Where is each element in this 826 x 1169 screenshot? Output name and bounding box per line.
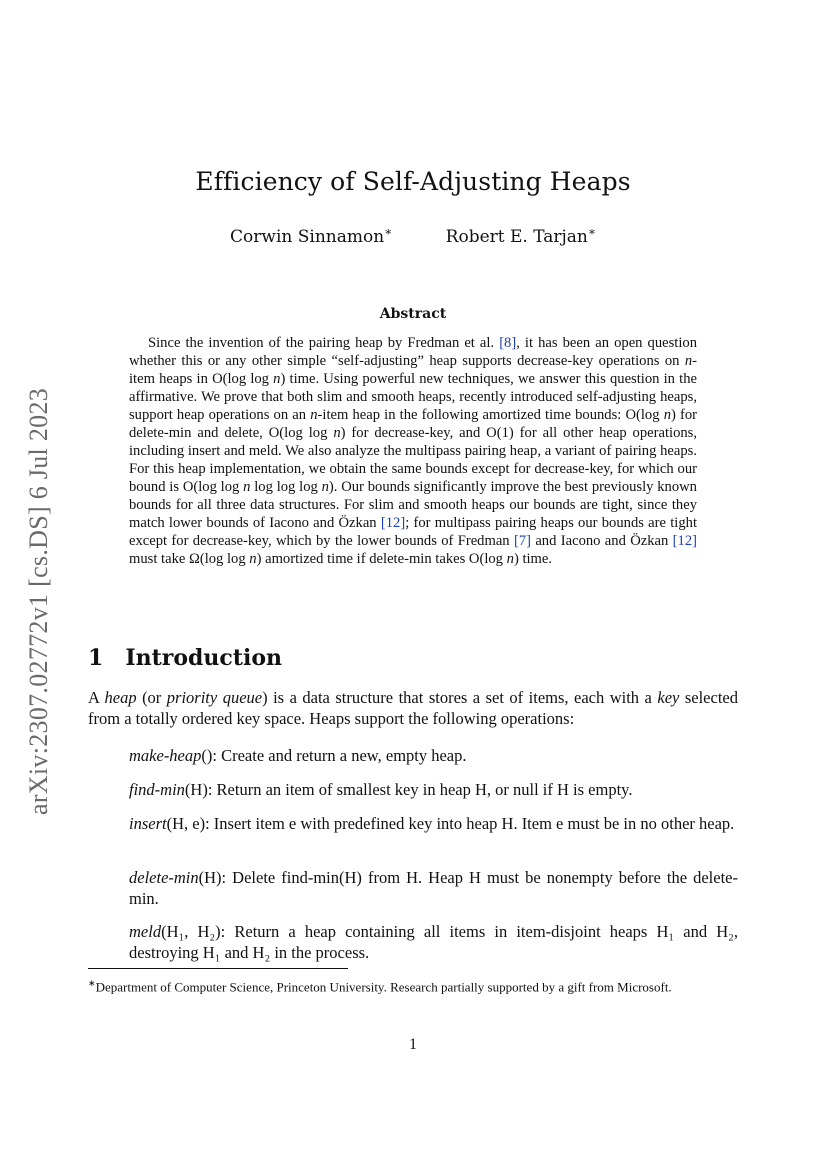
section-heading: 1 Introduction	[88, 645, 282, 671]
author-name: Corwin Sinnamon∗	[230, 224, 393, 247]
abstract-body: Since the invention of the pairing heap by Fredman et al. [8], it has been an open question whether this or any other simple “self-adjusting” heap supports decrease-key operations on n-item heaps in O(log log n) time. Using powerful new techniques, we answer this question in the affirmative. We prove that both slim and smooth heaps, recently introduced self-adjusting heaps, support heap operations on an n-item heap in the following amortized time bounds: O(log n) for delete-min and delete, O(log log n) for decrease-key, and O(1) for all other heap operations, including insert and meld. We also analyze the multipass pairing heap, a variant of pairing heaps. For this heap implementation, we obtain the same bounds except for decrease-key, for which our bound is O(log log n log log log n). Our bounds significantly improve the best previously known bounds for all three data structures. For slim and smooth heaps our bounds are tight, since they match lower bounds of Iacono and Özkan [12]; for multipass pairing heaps our bounds are tight except for decrease-key, which by the lower bounds of Fredman [7] and Iacono and Özkan [12] must take Ω(log log n) amortized time if delete-min takes O(log n) time.	[129, 335, 698, 567]
abstract-heading: Abstract	[379, 306, 447, 322]
paper-title: Efficiency of Self-Adjusting Heaps	[195, 167, 631, 196]
intro-paragraph: A heap (or priority queue) is a data structure that stores a set of items, each with a key selected from a totally ordered key space. Heaps support the following operations:	[88, 688, 738, 728]
citation-link[interactable]: [12]	[672, 533, 697, 549]
arxiv-sidebar-stamp: arXiv:2307.02772v1 [cs.DS] 6 Jul 2023	[24, 387, 53, 815]
operation-item: insert(H, e): Insert item e with predefined key into heap H. Item e must be in no other heap.	[129, 814, 735, 833]
citation-link[interactable]: [7]	[513, 533, 531, 549]
footnote-rule	[88, 968, 348, 969]
citation-link[interactable]: [12]	[380, 515, 406, 531]
page-number: 1	[409, 1036, 417, 1053]
operation-item: delete-min(H): Delete find-min(H) from H. Heap H must be nonempty before the delete-min.	[129, 868, 738, 908]
citation-link[interactable]: [8]	[499, 335, 517, 351]
author-name: Robert E. Tarjan∗	[445, 224, 596, 247]
footnote: ∗Department of Computer Science, Princeton University. Research partially supported by a gift from Microsoft.	[88, 978, 672, 995]
operation-item: meld(H₁, H₂): Return a heap containing all items in item-disjoint heaps H₁ and H₂, destroying H₁ and H₂ in the process.	[129, 922, 738, 962]
operation-item: find-min(H): Return an item of smallest key in heap H, or null if H is empty.	[129, 780, 633, 799]
author-list	[0, 224, 826, 247]
operation-item: make-heap(): Create and return a new, empty heap.	[129, 746, 467, 765]
